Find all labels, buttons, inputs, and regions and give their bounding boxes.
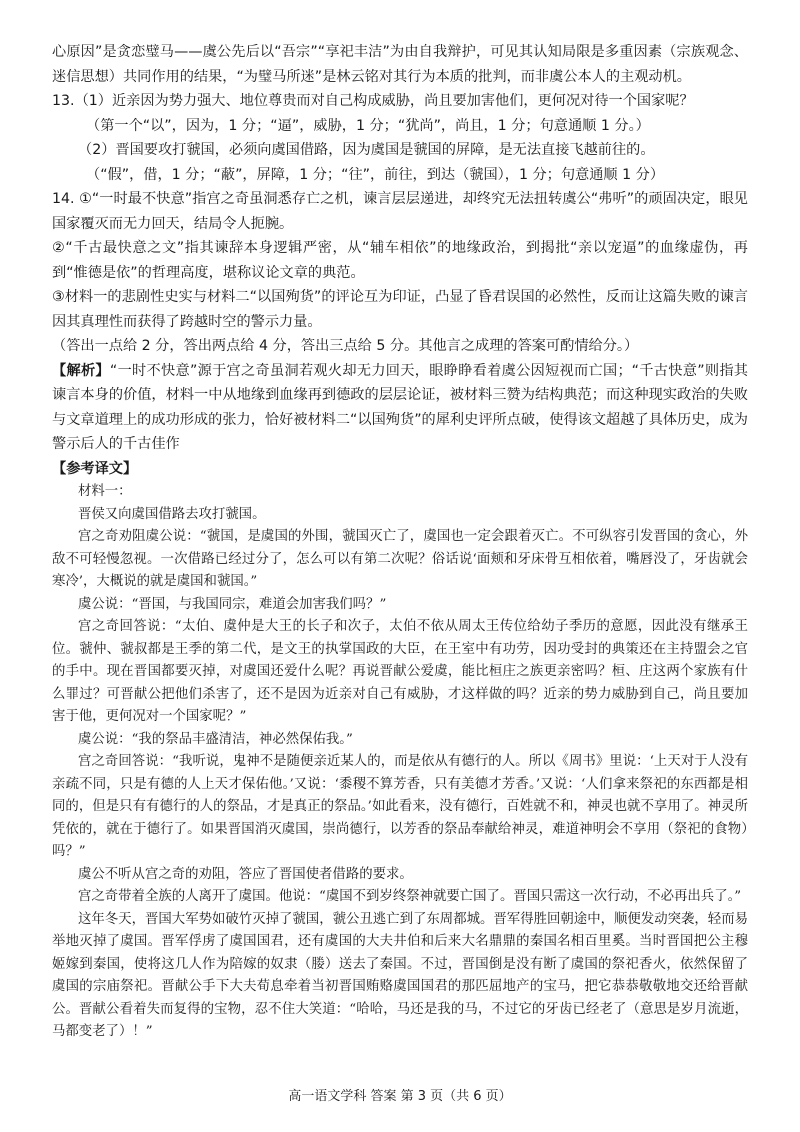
analysis-paragraph (52, 359, 748, 457)
q14-point-2: ②“千古最快意之文”指其谏辞本身逻辑严密，从“辅车相依”的地缘政治，到揭批“亲以宠逼”的血缘虚伪，再到“惟德是依”的哲理高度，堪称议论文章的典范。 (52, 240, 748, 281)
translation-paragraph: 虞公说：“晋国，与我国同宗，难道会加害我们吗？” (78, 596, 387, 612)
material-1-title: 材料一： (78, 484, 132, 499)
translation-paragraph: 虞公说：“我的祭品丰盛清洁，神必然保佑我。” (78, 731, 353, 747)
analysis-text: “一时不快意”源于宫之奇虽洞若观火却无力回天，眼睁睁看着虞公因短视而亡国；“千古快意”则指其谏言本身的价值，材料一中从地缘到血缘再到德政的层层论证，被材料三赞为结构典范；而这种现实政治的失败与文章道理上的成功形成的张力，恰好被材料二“以国殉货”的犀利史评所点破，使得该文超越了具体历史，成为警示后人的千古佳作 (52, 362, 748, 452)
q13-2-scoring: （“假”，借，1 分；“蔽”，屏障，1 分；“往”，前往，到达（虢国），1 分；句意通顺 1 分） (86, 166, 665, 183)
translation-paragraph: 宫之奇带着全族的人离开了虞国。他说：“虞国不到岁终祭神就要亡国了。晋国只需这一次行动，不必再出兵了。” (78, 889, 742, 904)
analysis-tag: 【解析】 (52, 362, 110, 379)
translation-paragraph: 宫之奇劝阻虞公说：“虢国，是虞国的外围，虢国灭亡了，虞国也一定会跟着灭亡。不可纵容引发晋国的贪心，外敌不可轻慢忽视。一次借路已经过分了，怎么可以有第二次呢？俗话说‘面颊和牙床骨互相依着，嘴唇没了，牙齿就会寒冷’，大概说的就是虞国和虢国。” (52, 529, 748, 589)
q13-1-scoring: （第一个“以”，因为，1 分；“逼”，威胁，1 分；“犹尚”，尚且，1 分；句意通顺 1 分。） (86, 117, 650, 134)
q13-2-answer: （2）晋国要攻打虢国，必须向虞国借路，因为虞国是虢国的屏障，是无法直接飞越前往的。 (78, 142, 655, 158)
q14-point-1: 14. ①“一时最不快意”指宫之奇虽洞悉存亡之机，谏言层层递进，却终究无法扭转虞公“弗听”的顽固决定，眼见国家覆灭而无力回天，结局令人扼腕。 (52, 191, 748, 232)
page-footer: 高一语文学科 答案 第 3 页（共 6 页） (288, 1089, 512, 1104)
q13-1-answer: 13.（1）近亲因为势力强大、地位尊贵而对自己构成威胁，尚且要加害他们，更何况对待一个国家呢？ (52, 93, 694, 109)
q14-point-3: ③材料一的悲剧性史实与材料二“以国殉货”的评论互为印证，凸显了昏君误国的必然性，反而让这篇失败的谏言因其真理性而获得了跨越时空的警示力量。 (52, 289, 748, 330)
translation-paragraph: 宫之奇回答说：“我听说，鬼神不是随便亲近某人的，而是依从有德行的人。所以《周书》里说：‘上天对于人没有亲疏不同，只是有德的人上天才保佑他。’又说：‘黍稷不算芳香，只有美德才芳香。’又说：‘人们拿来祭祀的东西都是相同的，但是只有有德行的人的祭品，才是真正的祭品。’如此看来，没有德行，百姓就不和，神灵也就不享用了。神灵所凭依的，就在于德行了。如果晋国消灭虞国，崇尚德行，以芳香的祭品奉献给神灵，难道神明会不享用（祭祀的食物）吗？” (52, 754, 748, 859)
translation-paragraph: 这年冬天，晋国大军势如破竹灭掉了虢国，虢公丑逃亡到了东周都城。晋军得胜回朝途中，顺便发动突袭，轻而易举地灭掉了虞国。晋军俘虏了虞国国君，还有虞国的大夫井伯和后来大名鼎鼎的秦国名相百里奚。当时晋国把公主穆姬嫁到秦国，使将这几人作为陪嫁的奴隶（媵）送去了秦国。不过，晋国倒是没有断了虞国的祭祀香火，依然保留了虞国的宗庙祭祀。晋献公手下大夫荀息牵着当初晋国贿赂虞国国君的那匹屈地产的宝马，把它恭恭敬敬地交还给晋献公。晋献公看着失而复得的宝物，忍不住大笑道：“哈哈，马还是我的马，不过它的牙齿已经老了（意思是岁月流逝，马都变老了）！” (52, 911, 748, 1039)
q14-scoring: （答出一点给 2 分，答出两点给 4 分，答出三点给 5 分。其他言之成理的答案可酌情给分。） (52, 338, 639, 354)
translation-paragraph: 晋侯又向虞国借路去攻打虢国。 (78, 506, 266, 522)
intro-paragraph: 心原因”是贪恋璧马——虞公先后以“吾宗”“享祀丰洁”为由自我辩护，可见其认知局限是多重因素（宗族观念、迷信思想）共同作用的结果，“为璧马所迷”是林云铭对其行为本质的批判，而非虞公本人的主观动机。 (52, 44, 748, 85)
reference-translation-title: 【参考译文】 (52, 460, 138, 477)
translation-paragraph: 宫之奇回答说：“太伯、虞仲是大王的长子和次子，太伯不依从周太王传位给幼子季历的意愿，因此没有继承王位。虢仲、虢叔都是王季的第二代，是文王的执掌国政的大臣，在王室中有功劳，因功受封的典策还在主持盟会之官的手中。现在晋国都要灭掉，对虞国还爱什么呢？再说晋献公爱虞，能比桓庄之族更亲密吗？桓、庄这两个家族有什么罪过？可晋献公把他们杀害了，还不是因为近亲对自己有威胁，才这样做的吗？近亲的势力威胁到自己，尚且要加害于他，更何况对一个国家呢？” (52, 619, 748, 724)
translation-paragraph: 虞公不听从宫之奇的劝阻，答应了晋国使者借路的要求。 (78, 866, 413, 882)
